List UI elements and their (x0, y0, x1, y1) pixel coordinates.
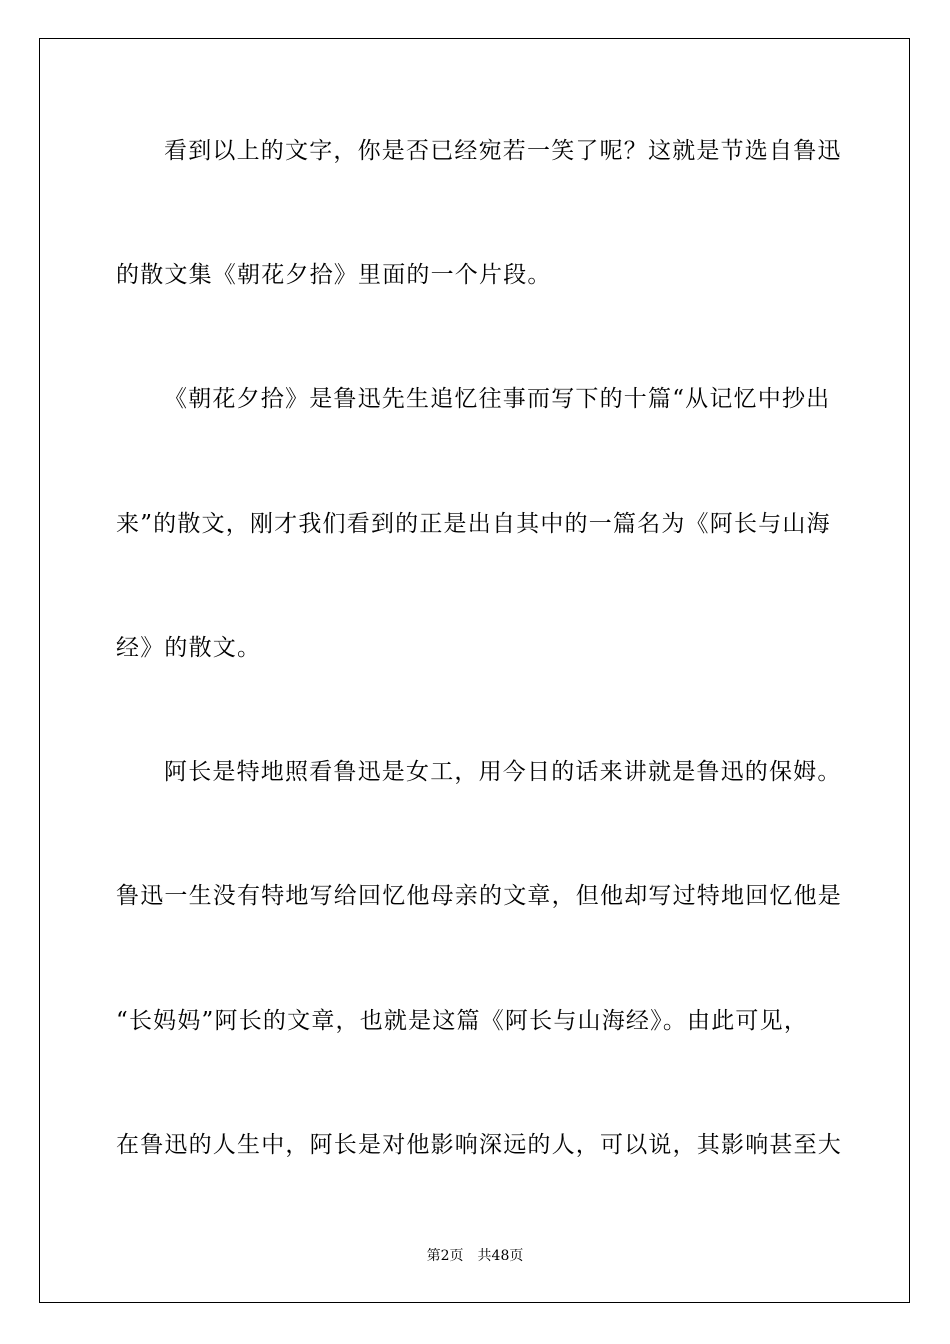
paragraph-line: 来”的散文，刚才我们看到的正是出自其中的一篇名为《阿长与山海 (116, 511, 831, 537)
total-pages: 共48页 (477, 1248, 524, 1264)
page-border (39, 38, 910, 1303)
paragraph-line: 鲁迅一生没有特地写给回忆他母亲的文章，但他却写过特地回忆他是 (116, 883, 842, 909)
paragraph-line: 《朝花夕拾》是鲁迅先生追忆往事而写下的十篇“从记忆中抄出 (164, 386, 831, 412)
paragraph-line: 的散文集《朝花夕拾》里面的一个片段。 (116, 262, 552, 288)
page-footer (0, 1246, 950, 1266)
paragraph-line: 看到以上的文字，你是否已经宛若一笑了呢？这就是节选自鲁迅 (164, 138, 842, 164)
paragraph-line: 在鲁迅的人生中，阿长是对他影响深远的人，可以说，其影响甚至大 (116, 1132, 842, 1158)
paragraph-line: “长妈妈”阿长的文章，也就是这篇《阿长与山海经》。由此可见， (116, 1008, 809, 1034)
paragraph-line: 经》的散文。 (116, 635, 262, 661)
paragraph-line: 阿长是特地照看鲁迅是女工，用今日的话来讲就是鲁迅的保姆。 (164, 759, 842, 785)
page-number: 第2页 (426, 1248, 464, 1264)
